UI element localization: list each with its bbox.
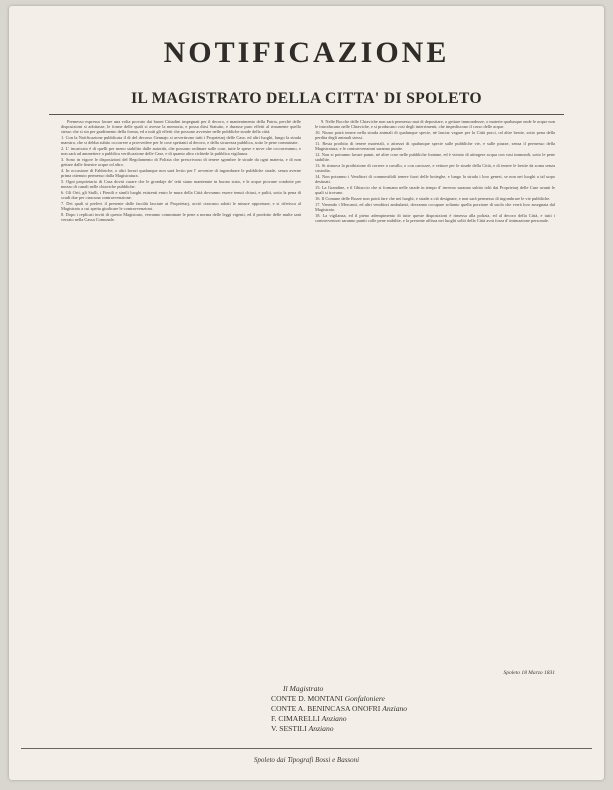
signatory-name: F. CIMARELLI (271, 714, 320, 723)
right-text-column (315, 119, 555, 669)
signatory-role: Anziano (382, 704, 408, 713)
body-paragraph: 13. Si rinnova la proibizione di correre a cavallo, o con carrozze, e vetture per le strade della Città, e di tenere le bestie da soma senza custodia. (315, 163, 555, 173)
body-paragraph: 16. Il Comune delle Rozze non potrà fare che nei luoghi, e strade a ciò designate, e non sarà permesso di ingombrare le vie pubbliche. (315, 196, 551, 201)
body-paragraph: 15. La Grandine, e il Ghiaccio che si formano nelle strade in tempo d' inverno saranno subito tolti dai Proprietarj delle Case avanti le quali si trovano. (315, 185, 555, 195)
signatory-line (271, 694, 407, 704)
dateline: Spoleto 18 Marzo 1831 (503, 670, 555, 676)
signatory-name: V. SESTILI (271, 724, 307, 733)
body-paragraph: 12. Non si potranno lavare panni, nè altre cose nelle pubbliche fontane, ed è vietato di attingere acqua con vasi immondi, sotto le pene stabilite. (315, 152, 555, 162)
signatory-line (271, 714, 407, 724)
body-paragraph: 2. L' incaricato è di quelli per meno stabilito dalle autorità, che possono ordinare sulle cose, tutte le spese e nove che occorreranno, e non sarà ad ammettere a pubblica verificazione delle Case, e di quanto altro richiede la pubblica vigilanza. (61, 146, 301, 156)
footer-divider (21, 748, 592, 749)
body-paragraph: 10. Niuno potrà tenere nella strada animali di qualunque specie, nè lasciar vagare per la Città porci, od altre bestie, sotto pena della perdita degli animali stessi. (315, 130, 555, 140)
signatory-role: Anziano (308, 724, 334, 733)
body-paragraph: 14. Non potranno i Venditori di commestibili tenere fuori delle botteghe, e lungo la strada i loro generi, se non nei luoghi a tal uopo destinati. (315, 174, 555, 184)
body-paragraph: 8. Dopo i replicati inviti di questo Magistrato, verranno comminate le pene a norma delle leggi vigenti, ed il prodotto delle multe sarà versato nella Cassa Comunale. (61, 212, 301, 222)
signatory-name: CONTE A. BENINCASA ONOFRI (271, 704, 381, 713)
signatory-line (271, 724, 407, 734)
body-paragraph: 1. Con la Notificazione pubblicata il di del decorso Gennajo si avvertirono tutti i Proprietarj delle Case, ed altri luoghi, lungo la strada maestra, che si debba subito occorrere a provvedere per le cose spettanti al decoro, e della sicurezza pubblica, sotto le pene comminate. (61, 135, 301, 145)
body-paragraph: 6. Gli Orti, gli Stalli, i Fienili e simili luoghi esistenti entro le mura della Città dovranno essere tenuti chiusi, e puliti, sotto la pena di scudi due per ciascuna contravvenzione. (61, 190, 301, 200)
signatory-role: Anziano (321, 714, 347, 723)
header-divider (49, 114, 564, 115)
body-paragraph: 3. Sono in vigore le disposizioni del Regolamento di Polizia che prescrivono di tenere sgombre le strade da ogni materia, e di non gettare dalle finestre acque od altro. (61, 157, 301, 167)
body-paragraph: 17. Venendo i Mercanti, ed altri venditori ambulanti, dovranno occupare soltanto quella porzione di suolo che verrà loro assegnata dal Magistrato. (315, 202, 555, 212)
printer-imprint: Spoleto dai Tipografi Bossi e Bassoni (253, 756, 360, 764)
body-paragraph: 18. La vigilanza, ed il pieno adempimento di tutte queste disposizioni è rimessa alla polizia, ed al decoro della Città, e tutti i contravventori saranno puniti colle pene stabilite, e la presente affissa nei luoghi soliti della Città avrà forza d' intimazione personale. (315, 213, 555, 223)
body-paragraph: 4. In occasione di Fabbriche, o altri lavori qualunque non sarà lecito per l' avvenire di ingombrare le pubbliche strade, senza averne prima ottenuto permesso dalla Magistratura. (61, 168, 301, 178)
body-paragraph: 9. Nelle Bocche delle Chiaviche non sarà permesso mai di depositare, o gettare immondezze, o materie qualunque onde le acque non le introducano nelle Chiaviche, e si producano così degli interrimenti, che impediscono il corso delle acque. (315, 119, 555, 129)
magistrate-label: Il Magistrato (283, 684, 324, 693)
document-subtitle: IL MAGISTRATO DELLA CITTA' DI SPOLETO (131, 90, 482, 107)
signature-block (271, 684, 407, 734)
signatory-line (271, 704, 407, 714)
body-paragraph: Premesso espresso lavare una volta provato dai buoni Cittadini impegnati per il decoro, e mantenimento della Patria, perchè delle disposizioni si adottasse, le forme delle quali si avesse la memoria, e possa dirsi Statuito, e durasse puro effetti al rimanente quello stesso che si sta per gradimento della forma, ed a tutti gli effetti che possono avvenire nelle pubbliche strade della città. (61, 119, 301, 134)
signatory-role: Gonfaloniere (344, 694, 385, 703)
body-paragraph: 5. Ogni proprietario di Casa dovrà curare che le grondaje de' tetti siano mantenute in buono stato, e le acque piovane condotte per mezzo di canali nelle chiaviche pubbliche. (61, 179, 301, 189)
body-paragraph: 11. Resta proibito di tenere materiali, o attrezzi di qualunque specie sulle pubbliche vie, e sulle piazze, senza il permesso della Magistratura, e le contravvenzioni saranno punite. (315, 141, 555, 151)
proclamation-sheet (9, 6, 604, 780)
left-text-column (61, 119, 301, 669)
body-paragraph: 7. Dei quali si prelevi il presente dalle facoltà lasciate ai Proprietarj, acciò ciascuno adotti le misure opportune, e si riferisca al Magistrato a cui spetta giudicare le contravvenzioni. (61, 201, 301, 211)
signatory-name: CONTE D. MONTANI (271, 694, 343, 703)
document-title: NOTIFICAZIONE (163, 36, 450, 69)
